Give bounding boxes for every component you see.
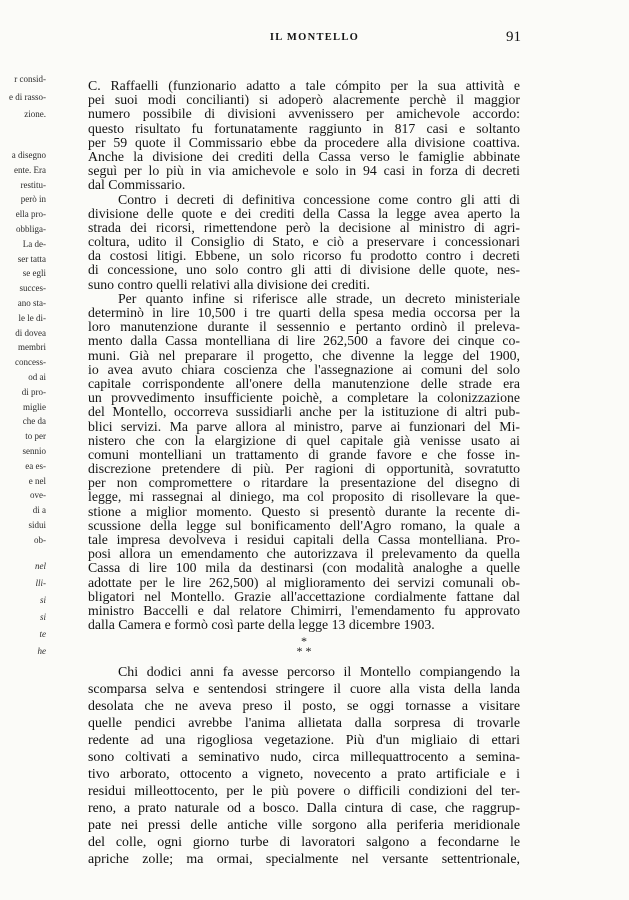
text-line: per non compromettere o ritardare la presentazione del disegno di bbox=[88, 475, 520, 491]
text-line: discrezione pretendere di più. Per ragioni di opportunità, sovratutto bbox=[88, 461, 520, 477]
margin-fragment: che da bbox=[22, 416, 46, 427]
margin-fragment: si bbox=[39, 595, 46, 605]
margin-fragment: succes- bbox=[19, 283, 46, 294]
text-line: apriche zolle; ma ormai, specialmente nel versante settentrionale, bbox=[88, 852, 520, 868]
margin-fragment: obbliga- bbox=[16, 223, 46, 234]
text-line: ministro Baccelli e dal relatore Chimirri, l'emendamento fu approvato bbox=[88, 602, 520, 618]
section-2 bbox=[88, 664, 520, 868]
asterism-bottom: * * bbox=[296, 644, 312, 659]
section-1 bbox=[88, 79, 520, 632]
margin-fragment-group bbox=[0, 71, 46, 124]
text-line: posi allora un emendamento che autorizzava il prelevamento da quella bbox=[88, 546, 520, 562]
margin-fragment: miglie bbox=[23, 401, 46, 412]
margin-fragment: a disegno bbox=[11, 150, 46, 160]
paragraph bbox=[88, 292, 520, 633]
margin-fragment: e di rasso- bbox=[9, 91, 46, 102]
text-line: pei suoi modi concilianti) si adoperò alacremente perchè il maggior bbox=[88, 92, 521, 108]
text-line: Anche la divisione dei crediti della Cassa verso le famiglie abbinate bbox=[88, 148, 520, 164]
text-line: seguì per lo più in via amichevole e solo in 94 casi in forza di decreti bbox=[88, 163, 520, 179]
margin-fragment: di dovea bbox=[15, 327, 46, 338]
text-line: bligatori nel Montello. Grazie all'accettazione cordialmente fattane dal bbox=[88, 588, 520, 604]
text-line: sono coltivati a seminativo nudo, circa millequattrocento a semina- bbox=[88, 750, 520, 766]
margin-fragment: però in bbox=[20, 194, 46, 205]
text-line: un provvedimento insufficiente poichè, a completare la colonizzazione bbox=[88, 390, 520, 406]
text-line: per 59 quote il Commissario ebbe da procedere alla divisione coattiva. bbox=[88, 134, 521, 150]
text-line: del Montello, occorreva sussidiarli anche per la istituzione di altri pub- bbox=[88, 404, 520, 420]
text-line: scussione della legge sul bonificamento dell'Agro romano, la quale a bbox=[88, 517, 520, 533]
asterism-top: * bbox=[301, 634, 307, 649]
margin-fragment: nel bbox=[35, 561, 46, 571]
text-line: mento dalla Cassa montelliana di lire 262,500 a favore dei cinque co- bbox=[88, 333, 520, 349]
margin-fragment: lli- bbox=[35, 578, 46, 588]
margin-fragment: se egli bbox=[22, 268, 46, 279]
text-line: suno contro quelli relativi alla divisione dei crediti. bbox=[88, 276, 370, 292]
text-line: da costosi litigi. Ebbene, un solo ricorso fu prodotto contro i decreti bbox=[88, 248, 520, 264]
margin-fragment: di pro- bbox=[21, 386, 46, 397]
text-line: comuni montelliani un trattamento di grande favore e che fosse in- bbox=[88, 446, 520, 462]
text-line: strada dei ricorsi, rimettendone però la decisione al ministro di agri- bbox=[88, 219, 520, 235]
text-line: blici servizi. Ma parve allora al ministro, parve ai funzionari del Mi- bbox=[88, 418, 520, 434]
margin-fragment: si bbox=[39, 612, 46, 622]
margin-fragment: sennio bbox=[22, 445, 46, 456]
text-line: tale impresa devolveva i residui capitali della Cassa montelliana. Pro- bbox=[88, 532, 520, 547]
text-line: tivo arborato, ottocento a vigneto, novecento a prato artificiale e i bbox=[88, 767, 520, 783]
text-line: quelle pendici avrebbe l'anima allietata dalla sorpresa di trovarle bbox=[88, 716, 520, 732]
text-line: divisione delle quote e dei crediti della Cassa la legge avea aperto la bbox=[88, 205, 520, 221]
margin-fragment: ella pro- bbox=[15, 209, 46, 220]
margin-fragment: to per bbox=[25, 431, 46, 442]
paragraph bbox=[88, 79, 520, 193]
text-line: nistero che con la elargizione di quel capitale già venisse usato ai bbox=[88, 432, 520, 448]
text-line: loro manutenzione durante il sessennio e pertanto ordinò il preleva- bbox=[88, 319, 520, 335]
text-line: coltura, udito il Consiglio di Stato, e ciò a preservare i concessionari bbox=[88, 234, 520, 250]
margin-fragment: ente. Era bbox=[14, 164, 46, 175]
margin-fragment: ser tatta bbox=[17, 253, 46, 264]
running-title: IL MONTELLO bbox=[269, 32, 360, 43]
margin-fragment: restitu- bbox=[20, 179, 46, 190]
margin-fragment: ano sta- bbox=[17, 297, 46, 308]
margin-fragment: le le di- bbox=[18, 312, 46, 323]
text-line: dalla Camera e formò così parte della legge 13 dicembre 1903. bbox=[88, 617, 435, 633]
margin-fragment: e nel bbox=[28, 475, 46, 486]
text-line: questo risultato fu fortunatamente raggiunto in 817 casi e soltanto bbox=[88, 120, 520, 136]
margin-fragment: ove- bbox=[30, 490, 46, 501]
page-number: 91 bbox=[506, 29, 521, 45]
text-line: Cassa di lire 100 mila da destinarsi (con modalità analoghe a quelle bbox=[88, 560, 520, 576]
margin-fragment: concess- bbox=[15, 357, 46, 368]
paragraph bbox=[88, 193, 520, 292]
text-line: residui milleottocento, per le più povere o difficili condizioni del ter- bbox=[88, 784, 520, 800]
margin-fragment: La de- bbox=[22, 238, 46, 249]
text-line: desolata che ne aveva preso il posto, se oggi tornasse a visitare bbox=[88, 699, 520, 715]
text-line: legge, mi rassegnai al diniego, ma col proposito di risollevare la que- bbox=[88, 489, 520, 505]
text-line: scomparsa selva e sentendosi stringere il cuore alla vista della landa bbox=[88, 682, 520, 698]
text-line: C. Raffaelli (funzionario adatto a tale cómpito per la sua attività e bbox=[88, 78, 520, 93]
margin-fragment: ob- bbox=[34, 534, 46, 545]
margin-fragment: zione. bbox=[24, 109, 46, 119]
text-line: capitale corrispondente all'onere della manutenzione delle strade era bbox=[88, 375, 520, 391]
text-line: dal Commissario. bbox=[88, 177, 186, 193]
text-line: reno, a prato naturale od a bosco. Dalla cintura di case, che raggrup- bbox=[88, 801, 520, 817]
section-break-asterism bbox=[88, 632, 520, 664]
text-line: Contro i decreti di definitiva concessione come contro gli atti di bbox=[118, 191, 520, 207]
text-line: Per quanto infine si riferisce alle strade, un decreto ministeriale bbox=[118, 290, 520, 306]
margin-fragment: membri bbox=[18, 342, 46, 353]
text-line: redente ad una rigogliosa vegetazione. Più d'un migliaio di ettari bbox=[88, 733, 520, 749]
text-line: numero possibile di divisioni avvenissero per amichevole accordo: bbox=[88, 106, 520, 122]
text-line: di concessione, uno solo contro gli atti di divisione delle quote, nes- bbox=[88, 262, 520, 278]
margin-fragment: r consid- bbox=[14, 74, 46, 84]
margin-fragment: ea es- bbox=[25, 460, 46, 471]
text-line: del colle, ogni giorno turbe di lavoratori salgono a fecondarne le bbox=[88, 835, 521, 851]
text-line: stione a miglior momento. Questo si presentò durante la recente di- bbox=[88, 503, 520, 519]
paragraph bbox=[88, 664, 520, 868]
text-line: muni. Già nel preparare il progetto, che divenne la legge del 1900, bbox=[88, 347, 520, 363]
margin-fragment: te bbox=[39, 629, 46, 639]
text-line: adottate per le lire 262,500) al miglioramento dei servizi comunali ob- bbox=[88, 574, 520, 590]
text-line: pate nei pressi delle antiche ville sorgono alla periferia meridionale bbox=[88, 818, 520, 834]
margin-fragment: sidui bbox=[28, 519, 46, 530]
facing-page-margin bbox=[0, 0, 46, 900]
margin-fragment: od ai bbox=[28, 371, 46, 382]
margin-fragment: di a bbox=[32, 505, 46, 516]
text-block bbox=[88, 79, 520, 868]
margin-fragment: he bbox=[37, 646, 46, 656]
text-line: Chi dodici anni fa avesse percorso il Montello compiangendo la bbox=[118, 665, 520, 681]
text-line: io avea avuto chiara coscienza che l'assegnazione ai comuni del solo bbox=[88, 361, 520, 377]
margin-fragment-group bbox=[0, 148, 46, 548]
margin-fragment-group bbox=[0, 558, 46, 660]
text-line: determinò in lire 10,500 i tre quarti della spesa media occorsa per la bbox=[88, 305, 521, 320]
